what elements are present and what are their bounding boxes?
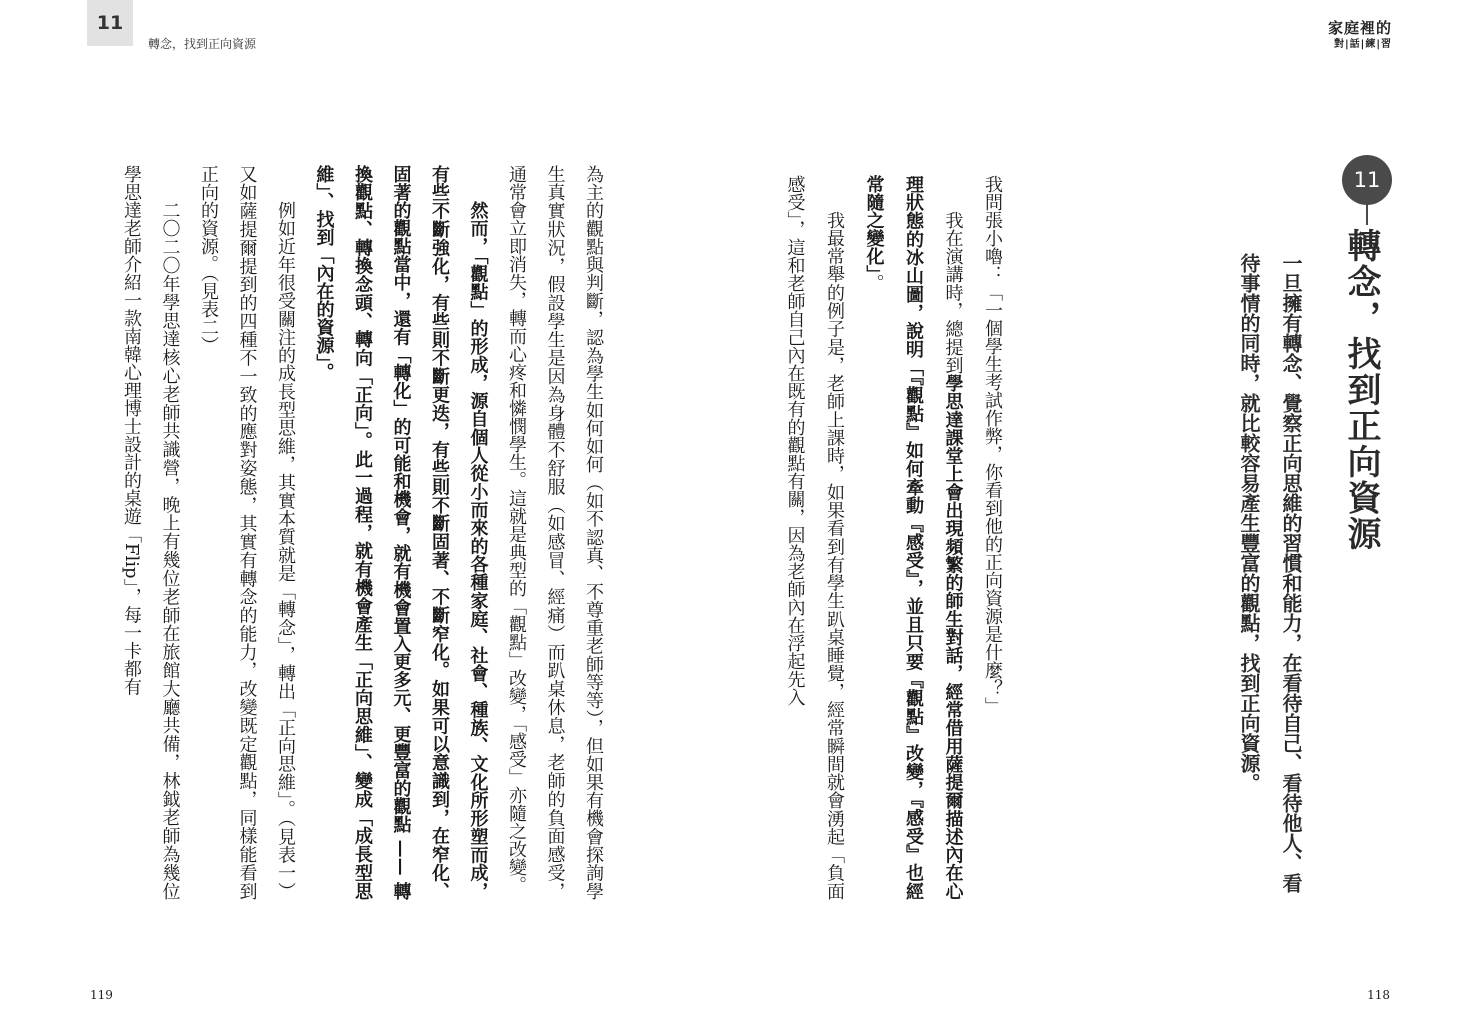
book-title-main: 家庭裡的	[1327, 19, 1392, 37]
chapter-number-badge: 11	[1342, 155, 1392, 205]
page-number-badge: 11	[87, 0, 133, 46]
book-title-sub: 對|話|練|習	[1334, 39, 1392, 50]
paragraph: 例如近年很受關注的成長型思維，其實本質就是「轉念」，轉出「正向思維」。（見表一）又如薩提爾提到的四種不一致的應對姿態，其實有轉念的能力，改變既定觀點，同樣能看到正向的資源。（見表二）	[198, 165, 296, 900]
paragraph: 我最常舉的例子是，老師上課時，如果看到有學生趴桌睡覺，經常瞬間就會湧起「負面感受」，這和老師自己內在既有的觀點有關，因為老師內在浮起先入	[784, 175, 845, 900]
bold-text: 學思達課堂上會出現頻繁的師生對話，經常借用薩提爾描述內在心理狀態的冰山圖，說明「『觀點』如何牽動『感受』，並且只要『觀點』改變，『感受』也經常隨之變化」	[863, 175, 964, 901]
running-head: 轉念，找到正向資源	[148, 37, 257, 51]
right-page-body	[775, 175, 1012, 900]
chapter-subtitle: 一旦擁有轉念、覺察正向思維的習慣和能力，在看待自己、看待他人、看待事情的同時，就比較容易產生豐富的觀點，找到正向資源。	[1237, 253, 1303, 893]
page-number-left: 119	[90, 988, 113, 1002]
paragraph: 我問張小嚕：「一個學生考試作弊，你看到他的正向資源是什麼？」	[982, 175, 1003, 715]
paragraph: 為主的觀點與判斷，認為學生如何如何（如不認真、不尊重老師等等），但如果有機會探詢學生真實狀況，假設學生是因為身體不舒服（如感冒、經痛）而趴桌休息，老師的負面感受，通常會立即消失，轉而心疼和憐憫學生。這就是典型的「觀點」改變，「感受」亦隨之改變。	[506, 165, 604, 900]
chapter-title: 轉念，找到正向資源	[1341, 228, 1381, 552]
bold-text: 然而，「觀點」的形成，源自個人從小而來的各種家庭、社會、種族、文化所形塑而成，有些不斷強化，有些則不斷更迭，有些則不斷固著、不斷窄化。如果可以意識到，在窄化、固著的觀點當中，還有「轉化」的可能和機會，就有機會置入更多元、更豐富的觀點 —— 轉換觀點、轉換念頭、轉向「正向」。此一過程，就有機會產生「正向思維」、變成「成長型思維」、找到「內在的資源」。	[313, 165, 489, 900]
paragraph-text: 。	[863, 274, 885, 292]
paragraph	[304, 165, 497, 900]
paragraph-text: 我在演講時，總提到	[942, 211, 964, 375]
chapter-rule	[1366, 205, 1368, 225]
book-title	[1328, 18, 1392, 52]
page-number-right: 118	[1367, 988, 1390, 1002]
left-page-body	[112, 165, 613, 900]
paragraph: 二〇二〇年學思達核心老師共識營，晚上有幾位老師在旅館大廳共備，林鉞老師為幾位學思達老師介紹一款南韓心理博士設計的桌遊「Flip」，每一卡都有	[121, 165, 181, 900]
paragraph	[854, 175, 973, 900]
